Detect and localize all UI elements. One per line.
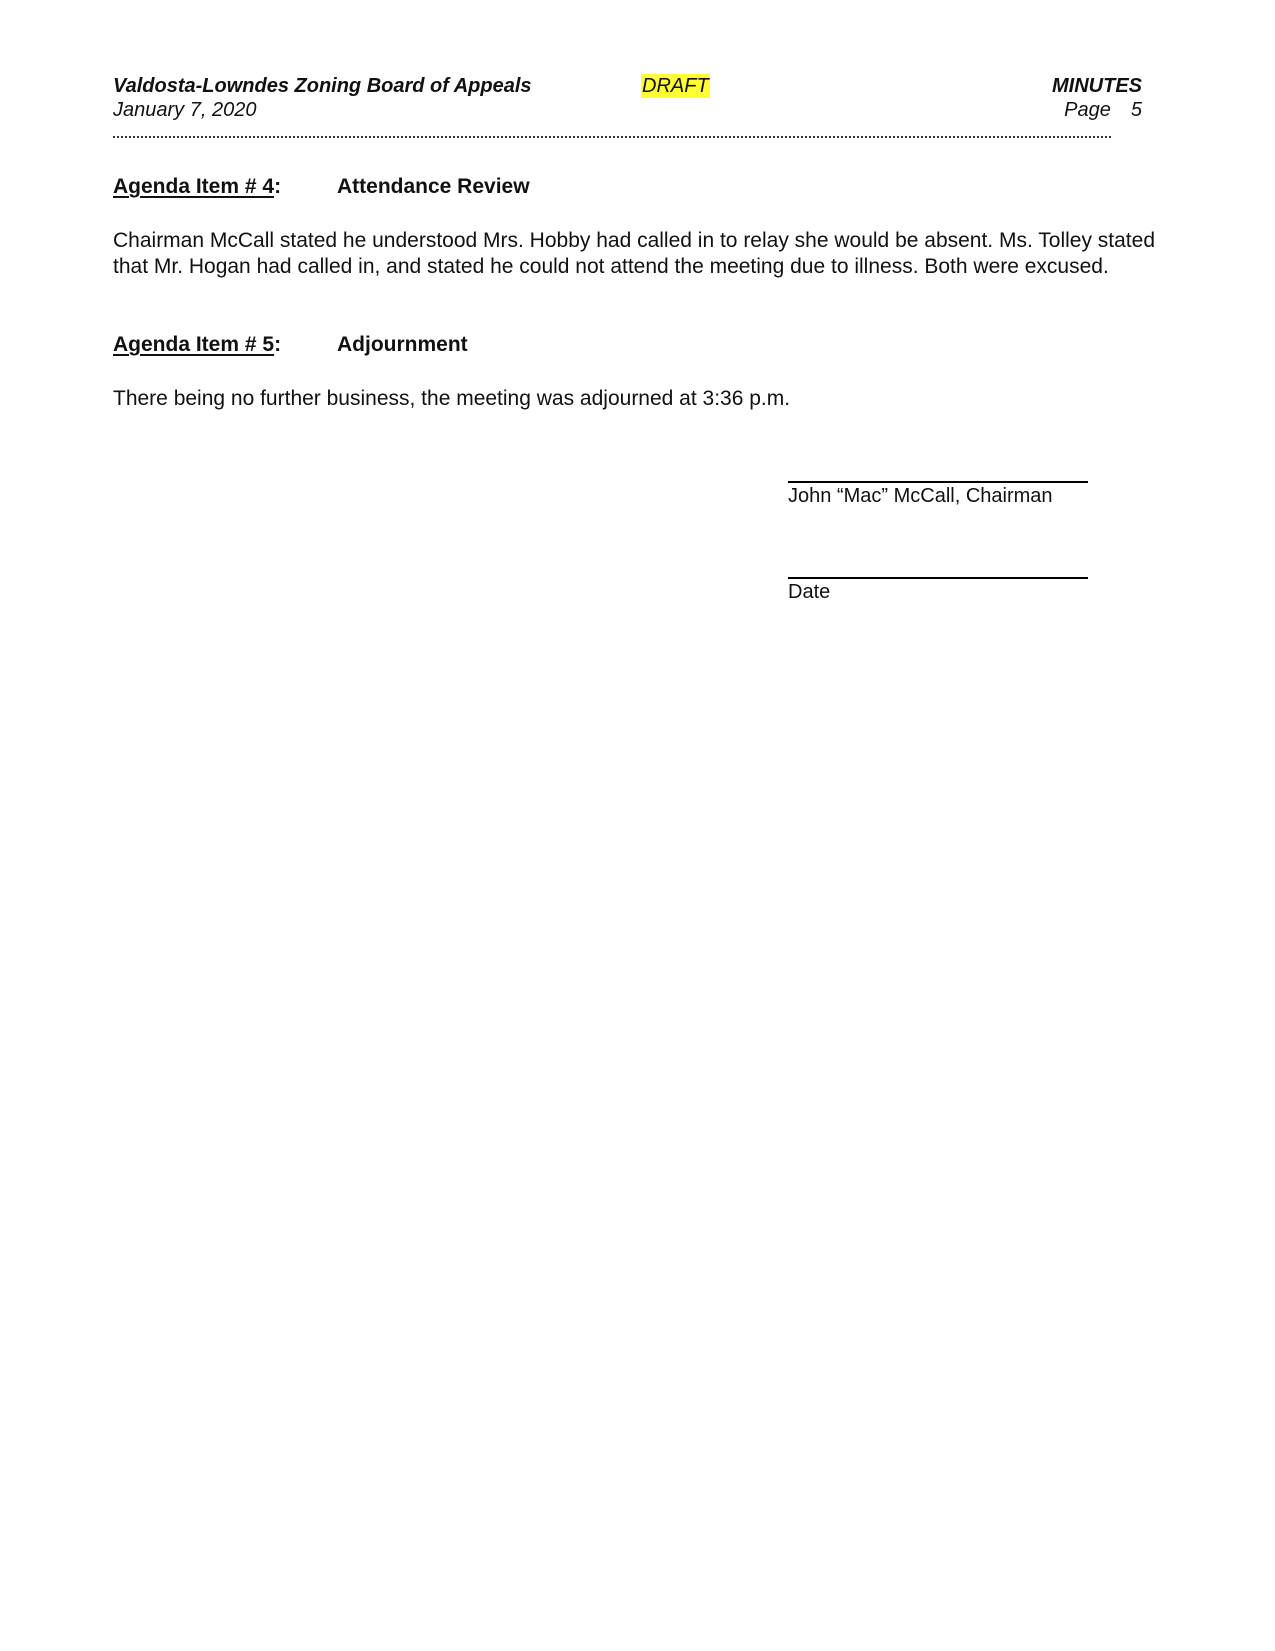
agenda-item-title: Attendance Review [337, 175, 530, 198]
date-signature-line [788, 577, 1088, 579]
agenda-item-heading-5 [113, 332, 468, 358]
header-page-indicator [1064, 98, 1142, 122]
date-signature-label: Date [788, 581, 831, 603]
chairman-signature-label: John “Mac” McCall, Chairman [788, 485, 1053, 507]
draft-badge: DRAFT [642, 75, 709, 97]
agenda-item-separator: : [274, 175, 282, 198]
page-label: Page [1064, 99, 1111, 121]
agenda-item-label: Agenda Item # 5 [113, 333, 275, 356]
agenda-item-body-5: There being no further business, the meeting was adjourned at 3:36 p.m. [113, 387, 791, 410]
header-meeting-date: January 7, 2020 [113, 99, 257, 121]
header-organization: Valdosta-Lowndes Zoning Board of Appeals [113, 75, 532, 97]
agenda-item-label: Agenda Item # 4 [113, 175, 275, 198]
header-dotted-divider [113, 136, 1111, 138]
chairman-signature-line [788, 481, 1088, 483]
agenda-item-separator: : [274, 333, 282, 356]
agenda-item-heading-4 [113, 174, 530, 200]
header-doc-type: MINUTES [1052, 75, 1142, 97]
page-number: 5 [1130, 99, 1142, 121]
agenda-item-body-4: Chairman McCall stated he understood Mrs. Hobby had called in to relay she would be absent. Ms. Tolley stated that Mr. Hogan had called in, and stated he could not attend the meeting due to illness. Both were excused. [113, 229, 1155, 278]
agenda-item-title: Adjournment [337, 333, 468, 356]
